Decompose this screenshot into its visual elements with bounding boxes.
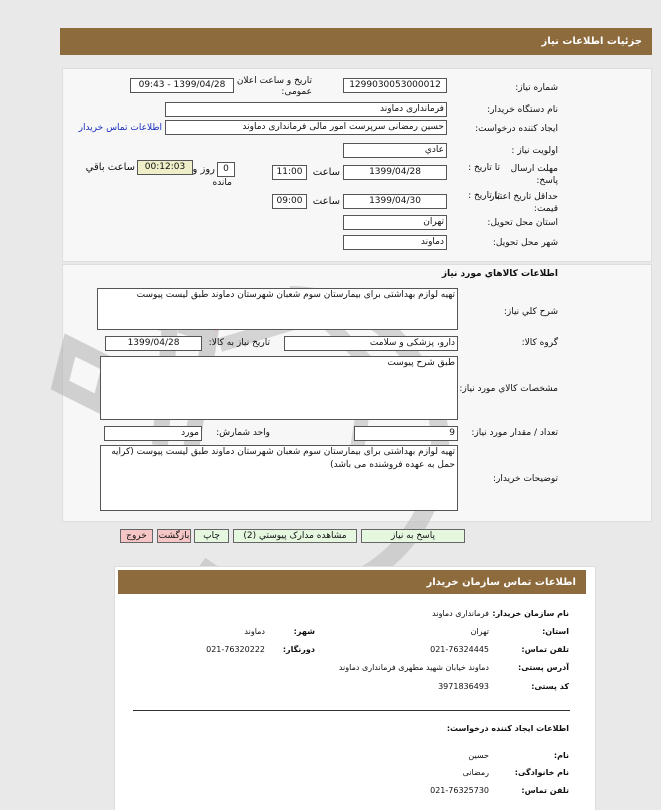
fax-value: 021-76320222 — [206, 645, 265, 654]
family-value: رمضانی — [462, 768, 489, 777]
contact-province-value: تهران — [470, 627, 489, 636]
deadline-time-label: ساعت — [312, 167, 340, 178]
priority-field[interactable]: عادي — [343, 143, 447, 158]
address-label: آدرس پستی: — [518, 663, 569, 672]
unit-label: واحد شمارش: — [216, 428, 270, 438]
buyer-contact-link[interactable]: اطلاعات تماس خریدار — [78, 123, 162, 133]
notes-textarea[interactable]: تهیه لوازم بهداشتی برای بیمارستان سوم شعبان شهرستان دماوند طبق لیست پیوست (کرایه حمل به عهده فروشنده می باشد) — [100, 445, 458, 511]
days-remaining-field: 0 — [217, 162, 235, 177]
qty-field[interactable]: 9 — [354, 426, 458, 441]
announce-date-field[interactable]: 1399/04/28 - 09:43 — [130, 78, 234, 93]
announce-label: تاریخ و ساعت اعلان عمومی: — [236, 76, 312, 97]
deadline-label: مهلت ارسال پاسخ: — [510, 164, 558, 186]
deadline-to-date-label: تا تاریخ : — [468, 163, 500, 173]
creator-phone-value: 021-76325730 — [430, 786, 489, 795]
unit-field[interactable]: مورد — [104, 426, 202, 441]
province-label: استان محل تحویل: — [487, 218, 558, 228]
remaining-label: ساعت باقي — [85, 162, 135, 173]
notes-label: توضیحات خریدار: — [492, 474, 558, 484]
need-number-label: شماره نیاز: — [515, 83, 558, 93]
specs-textarea[interactable]: طبق شرح پیوست — [100, 356, 458, 420]
creator-phone-label: تلفن تماس: — [521, 786, 569, 795]
group-field[interactable]: دارو، پزشکی و سلامت — [284, 336, 458, 351]
validity-time-label: ساعت — [312, 196, 340, 207]
postal-label: کد پستی: — [531, 682, 569, 691]
specs-label: مشخصات کالاي مورد نیاز: — [459, 384, 558, 394]
validity-date-field[interactable]: 1399/04/30 — [343, 194, 447, 209]
deadline-time-field[interactable]: 11:00 — [272, 165, 307, 180]
creator-label: ایجاد کننده درخواست: — [475, 124, 558, 134]
contact-phone-label: تلفن تماس: — [521, 645, 569, 654]
contact-phone-value: 021-76324445 — [430, 645, 489, 654]
page-title: جزئیات اطلاعات نیاز — [60, 28, 652, 55]
city-field[interactable]: دماوند — [343, 235, 447, 250]
family-label: نام خانوادگی: — [514, 768, 569, 777]
buyer-field[interactable]: فرمانداری دماوند — [165, 102, 447, 117]
desc-label: شرح کلي نیاز: — [503, 307, 558, 317]
validity-to-date-label: تا تاریخ : — [468, 191, 500, 201]
need-date-label: تاریخ نیاز به کالا: — [208, 338, 270, 348]
name-value: حسین — [468, 751, 489, 760]
exit-button[interactable]: خروج — [120, 529, 153, 543]
validity-label: حداقل تاریخ اعتبار قیمت: — [490, 192, 558, 214]
deadline-date-field[interactable]: 1399/04/28 — [343, 165, 447, 180]
validity-time-field[interactable]: 09:00 — [272, 194, 307, 209]
reply-button[interactable]: پاسخ به نیاز — [361, 529, 465, 543]
need-number-field[interactable]: 1299030053000012 — [343, 78, 447, 93]
org-value: فرمانداری دماوند — [432, 609, 489, 618]
contact-city-label: شهر: — [293, 627, 315, 636]
city-label: شهر محل تحویل: — [492, 238, 558, 248]
print-button[interactable]: چاپ — [194, 529, 229, 543]
time-remaining-field: 00:12:03 — [137, 160, 193, 175]
goods-section-title: اطلاعات کالاهاي مورد نیاز — [441, 269, 558, 279]
fax-label: دورنگار: — [282, 645, 315, 654]
creator-info-title: اطلاعات ایجاد کننده درخواست: — [446, 724, 569, 733]
remaining-label-2: مانده — [212, 178, 232, 188]
priority-label: اولویت نیاز : — [511, 146, 558, 156]
province-field[interactable]: تهران — [343, 215, 447, 230]
days-label: روز و — [192, 164, 215, 175]
address-value: دماوند خیابان شهید مطهری فرمانداری دماوند — [338, 663, 489, 672]
qty-label: تعداد / مقدار مورد نیاز: — [471, 428, 558, 438]
buyer-label: نام دستگاه خریدار: — [487, 105, 558, 115]
contact-city-value: دماوند — [244, 627, 265, 636]
org-label: نام سازمان خریدار: — [492, 609, 569, 618]
contact-title: اطلاعات تماس سازمان خریدار — [118, 570, 586, 594]
back-button[interactable]: بازگشت — [158, 531, 190, 541]
divider — [133, 710, 570, 711]
need-date-field[interactable]: 1399/04/28 — [105, 336, 202, 351]
postal-value: 3971836493 — [438, 682, 489, 691]
name-label: نام: — [553, 751, 569, 760]
group-label: گروه کالا: — [521, 338, 558, 348]
contact-province-label: استان: — [542, 627, 569, 636]
view-attachments-button[interactable]: مشاهده مدارک پیوستي (2) — [233, 529, 357, 543]
creator-field[interactable]: حسین رمضانی سرپرست امور مالی فرمانداری دماوند — [165, 120, 447, 135]
desc-textarea[interactable]: تهیه لوازم بهداشتی برای بیمارستان سوم شعبان شهرستان دماوند طبق لیست پیوست — [97, 288, 458, 330]
